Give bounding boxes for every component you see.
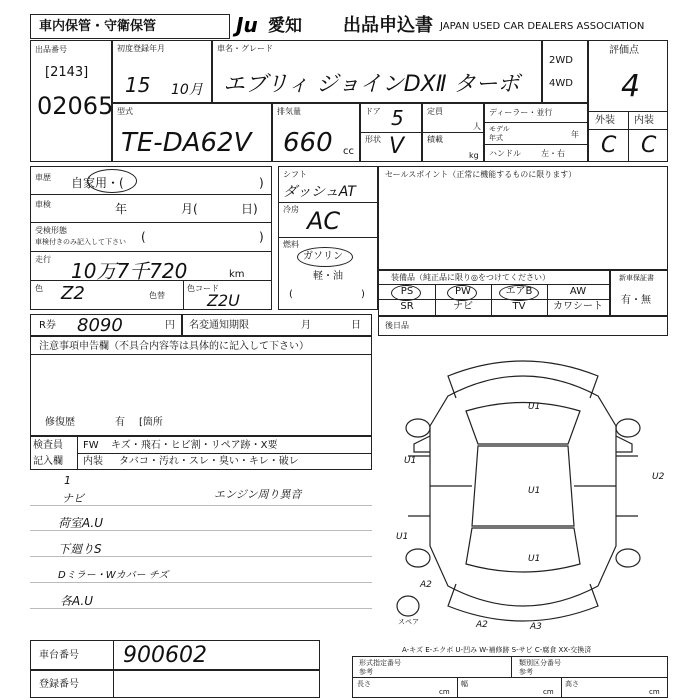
equipment-label: 装備品（純正品に限り◎をつけてください） — [391, 273, 550, 282]
fuel-label: 燃料 — [283, 240, 299, 249]
inspector-label2: 記入欄 — [33, 456, 63, 467]
width-unit: cm — [543, 688, 554, 696]
equip-ps: PS — [400, 286, 414, 297]
post-entry-label: 後日品 — [385, 321, 409, 330]
capacity-label: 定員 — [427, 107, 443, 116]
width-label: 幅 — [461, 680, 468, 688]
year-unit: 年 — [571, 130, 579, 139]
height-label: 高さ — [565, 680, 579, 688]
mileage-unit: km — [229, 269, 245, 280]
reference-1: 参考 — [359, 668, 373, 676]
model-code-value: TE-DA62V — [121, 128, 252, 158]
mark-4: U1 — [396, 532, 409, 542]
equipment-block — [378, 270, 610, 316]
note-1: 1 — [64, 474, 71, 487]
note-4: 荷室A.U — [58, 516, 104, 530]
warranty-value: 有・無 — [621, 295, 651, 306]
storage-label: 車内保管・守衛保管 — [39, 19, 157, 34]
note-7: 各A.U — [60, 594, 94, 608]
interior-value: C — [641, 133, 657, 158]
rating-value: 4 — [621, 69, 641, 104]
doors-cell — [360, 103, 422, 162]
dealer-cell — [484, 103, 588, 162]
handle-value: 左・右 — [541, 149, 565, 158]
shape-value: V — [389, 134, 405, 159]
equip-leather: カワシート — [553, 301, 603, 312]
registration-year: 15 — [125, 73, 151, 97]
displacement-unit: cc — [343, 146, 354, 157]
exterior-label: 外装 — [595, 115, 615, 126]
capacity-unit: 人 — [473, 122, 481, 131]
org-name: 愛知 — [268, 16, 302, 36]
lot-label: 出品番号 — [35, 45, 67, 54]
aircon-value: AC — [307, 207, 341, 235]
mark-2: U1 — [404, 456, 417, 466]
name-change-month: 月 — [301, 320, 311, 331]
displacement-cell — [272, 103, 360, 162]
fuel-circle — [297, 247, 353, 267]
lot-cell — [30, 40, 112, 162]
model-name-label: 車名・グレード — [217, 44, 273, 53]
equip-airbag-circle — [499, 285, 539, 301]
drive-2wd: 2WD — [549, 55, 573, 66]
warranty-block — [610, 270, 668, 316]
history-close: ) — [259, 176, 264, 190]
history-value: 自家用・( — [71, 176, 124, 190]
rating-cell — [588, 40, 668, 162]
damage-diagram — [378, 336, 668, 634]
sales-point-label: セールスポイント（正常に機能するものに限ります） — [385, 170, 577, 179]
mark-9: A3 — [530, 622, 542, 632]
displacement-label: 排気量 — [277, 107, 301, 116]
lot-sub-number: [2143] — [45, 65, 89, 80]
equip-pw: PW — [455, 286, 471, 297]
form-codes-block — [352, 656, 668, 698]
inspector-row1-lead: FW — [83, 440, 99, 451]
history-circle — [87, 169, 137, 193]
shaken-year: 年 — [115, 202, 128, 216]
mark-8: A2 — [476, 620, 488, 630]
reg-number-label: 登録番号 — [39, 679, 79, 690]
receipt-label: 受検形態 — [35, 226, 67, 235]
name-change-cell — [182, 314, 372, 336]
name-change-day: 日 — [351, 320, 361, 331]
shaken-month: 月( — [181, 202, 198, 216]
equip-sr: SR — [400, 301, 414, 312]
history-block — [30, 166, 272, 310]
name-change-label: 名変通知期限 — [189, 320, 249, 331]
logo-text: Ju — [236, 13, 258, 37]
spare-label: スペア — [398, 618, 419, 626]
aircon-label: 冷房 — [283, 205, 299, 214]
load-label: 積載 — [427, 135, 443, 144]
notes-label: 注意事項申告欄（不具合内容等は具体的に記入して下さい） — [39, 341, 309, 352]
equip-ps-circle — [391, 285, 421, 301]
note-2: ナビ — [62, 492, 84, 505]
length-label: 長さ — [357, 680, 371, 688]
inspector-row2-lead: 内装 — [83, 456, 103, 467]
color-label: 色 — [35, 284, 43, 293]
mark-7: A2 — [420, 580, 432, 590]
lot-number: 02065 — [37, 92, 114, 120]
receipt-close: ) — [259, 230, 264, 244]
shape-label: 形状 — [365, 135, 381, 144]
recycle-unit: 円 — [165, 320, 175, 331]
drive-cell — [542, 40, 588, 103]
model-year-label: モデル — [489, 125, 510, 133]
warranty-label: 新車保証書 — [619, 274, 654, 282]
form-title: 出品申込書 — [343, 15, 433, 36]
fuel-diesel: 軽・油 — [313, 271, 343, 282]
sales-point-block — [378, 166, 668, 270]
equip-tv: TV — [512, 301, 526, 312]
equip-navi: ナビ — [453, 301, 473, 312]
shaken-day: 日) — [241, 202, 258, 216]
recycle-cell — [30, 314, 182, 336]
load-unit: kg — [469, 151, 479, 160]
repair-value: 有 — [115, 417, 125, 428]
doors-value: 5 — [391, 106, 404, 130]
receipt-note: 車検付きのみ記入して下さい — [35, 238, 126, 246]
history-label: 車歴 — [35, 173, 51, 182]
shift-value: ダッシュAT — [283, 184, 356, 200]
note-3: エンジン周り異音 — [214, 488, 302, 501]
inspector-row2: タバコ・汚れ・スレ・臭い・キレ・破レ — [119, 456, 299, 467]
equip-aw: AW — [569, 286, 587, 297]
notes-block — [30, 336, 372, 436]
reg-number-cell — [30, 670, 320, 698]
color-code-label: 色コード — [187, 284, 219, 293]
shaken-label: 車検 — [35, 200, 51, 209]
reference-2: 参考 — [519, 668, 533, 676]
color-value: Z2 — [61, 283, 85, 304]
color-tone-label: 色替 — [149, 291, 165, 300]
note-5: 下廻りS — [58, 542, 102, 556]
inspector-row1: キズ・飛石・ヒビ割・リペア跡・X要 — [111, 440, 278, 451]
length-unit: cm — [439, 688, 450, 696]
model-code-label: 型式 — [117, 107, 133, 116]
chassis-cell — [30, 640, 320, 670]
exterior-value: C — [601, 133, 617, 158]
designation-label: 形式指定番号 — [359, 659, 401, 667]
fuel-open: ( — [289, 289, 293, 300]
interior-label: 内装 — [634, 115, 654, 126]
doors-label: ドア — [365, 107, 381, 116]
equip-airbag: エアB — [505, 286, 533, 297]
repair-area: [箇所 — [139, 417, 163, 428]
fuel-close: ) — [361, 289, 365, 300]
year-label: 年式 — [489, 134, 503, 142]
dealer-label: ディーラー・並行 — [489, 108, 553, 117]
registration-month: 10月 — [171, 82, 203, 98]
mark-6: U1 — [528, 554, 541, 564]
mileage-value: 10万7千720 — [71, 259, 188, 283]
mark-1: U1 — [528, 402, 541, 412]
repair-label: 修復歴 — [45, 417, 75, 428]
note-6: Dミラー・Wカバー チズ — [58, 570, 169, 581]
chassis-value: 900602 — [123, 643, 207, 668]
storage-label-box — [30, 14, 230, 39]
handle-label: ハンドル — [489, 149, 521, 158]
association-name: JAPAN USED CAR DEALERS ASSOCIATION — [440, 21, 645, 32]
rating-label: 評価点 — [609, 45, 639, 56]
mark-3: U1 — [528, 486, 541, 496]
height-unit: cm — [649, 688, 660, 696]
capacity-cell — [422, 103, 484, 162]
inspector-block — [30, 436, 372, 470]
post-entry-cell — [378, 316, 668, 336]
mark-5: U2 — [652, 472, 665, 482]
equip-pw-circle — [447, 285, 477, 301]
model-code-cell — [112, 103, 272, 162]
displacement-value: 660 — [283, 128, 333, 158]
registration-label: 初度登録年月 — [117, 44, 165, 53]
shift-block — [278, 166, 378, 310]
mileage-label: 走行 — [35, 255, 51, 264]
fuel-gasoline: ガソリン — [303, 251, 343, 262]
shift-label: シフト — [283, 170, 307, 179]
drive-4wd: 4WD — [549, 78, 573, 89]
category-label: 類別区分番号 — [519, 659, 561, 667]
color-code-value: Z2U — [207, 291, 240, 310]
damage-legend: A-キズ E-エクボ U-凹み W-補修跡 S-サビ C-腐食 XX-交換済 — [402, 646, 592, 654]
recycle-label: R券 — [39, 320, 56, 331]
registration-cell — [112, 40, 212, 103]
model-name-value: エブリィ ジョインDXⅡ ターボ — [223, 72, 520, 97]
chassis-label: 車台番号 — [39, 650, 79, 661]
recycle-value: 8090 — [77, 315, 123, 336]
receipt-open: ( — [141, 230, 146, 244]
model-name-cell — [212, 40, 542, 103]
inspector-label1: 検査員 — [33, 440, 63, 451]
